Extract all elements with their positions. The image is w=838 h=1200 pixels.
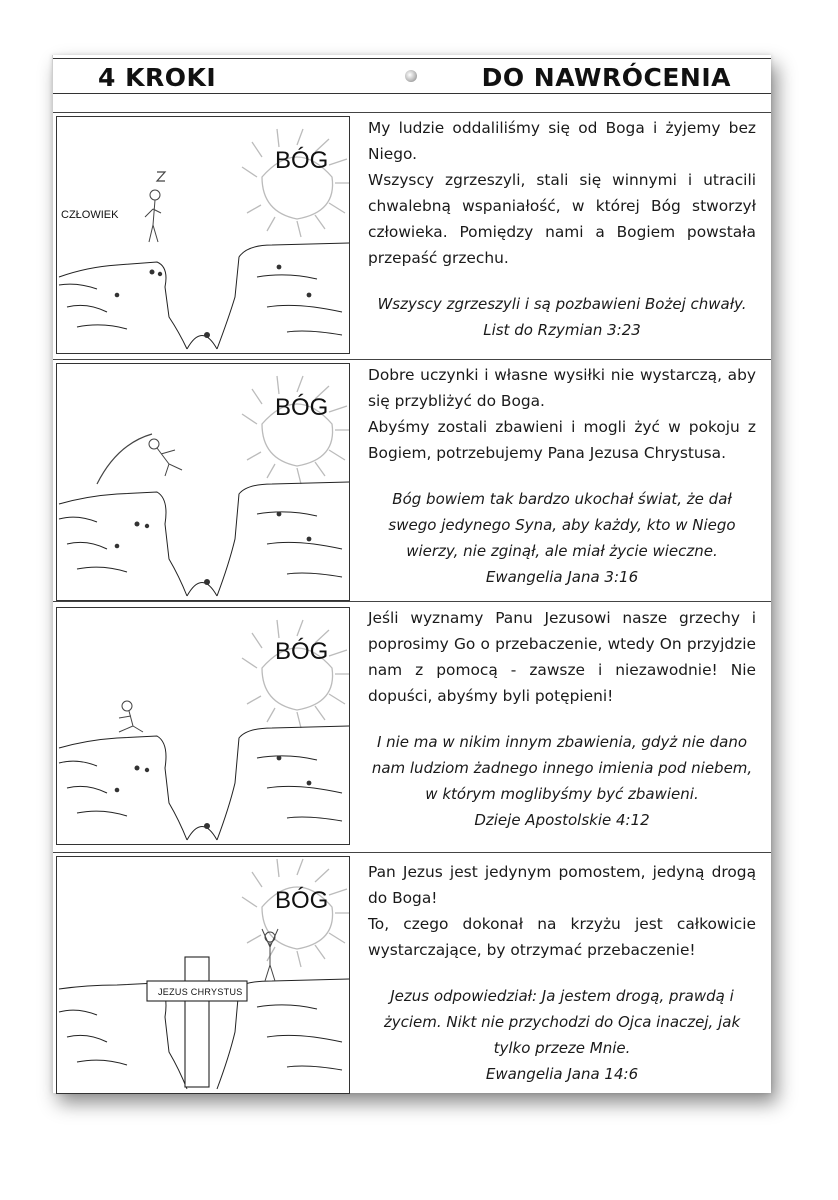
god-label: BÓG (275, 887, 329, 914)
plants (115, 265, 312, 338)
step-4-text (368, 859, 756, 1087)
worksheet-page (52, 55, 771, 1093)
plants (115, 756, 312, 829)
cliffs (59, 243, 349, 349)
step-4-reference: Ewangelia Jana 14:6 (485, 1065, 639, 1083)
cross-label: JEZUS CHRYSTUS (158, 987, 243, 997)
step-4-quote: Jezus odpowiedział: Ja jestem drogą, prawdą i życiem. Nikt nie przychodzi do Ojca inaczej, jak tylko przeze Mnie. (383, 987, 741, 1057)
step-row-1 (53, 112, 771, 113)
sun-rays-icon (242, 129, 349, 237)
god-label: BÓG (275, 394, 329, 421)
step-3-text (368, 605, 756, 833)
step-2-reference: Ewangelia Jana 3:16 (485, 568, 639, 586)
god-label: BÓG (275, 638, 329, 665)
step-4-line-1: Pan Jezus jest jedynym pomostem, jedyną drogą do Boga! (368, 863, 756, 907)
person-icon (145, 172, 165, 242)
cross-icon (147, 957, 247, 1087)
step-3-quote: I nie ma w nikim innym zbawienia, gdyż nie dano nam ludziom żadnego innego imienia pod niebem, w którym moglibyśmy być zbawieni. (371, 733, 753, 803)
jumping-person-icon (97, 434, 182, 484)
cliffs (59, 726, 349, 840)
step-1-illustration (56, 116, 350, 354)
step-2-line-2: Abyśmy zostali zbawieni i mogli żyć w pokoju z Bogiem, potrzebujemy Pana Jezusa Chrystusa. (368, 418, 756, 462)
step-row-3 (53, 601, 771, 602)
step-2-text (368, 362, 756, 590)
title-left: 4 KROKI (98, 63, 217, 92)
punch-hole-icon (405, 70, 417, 82)
step-3-line-1: Jeśli wyznamy Panu Jezusowi nasze grzechy i poprosimy Go o przebaczenie, wtedy On przyjdzie nam z pomocą - zawsze i niezawodnie! Nie dopuści, abyśmy byli potępieni! (368, 609, 756, 705)
step-row-2 (53, 359, 771, 360)
step-3-illustration (56, 607, 350, 845)
kneeling-person-icon (119, 701, 143, 732)
step-1-text (368, 115, 756, 343)
sun-rays-icon (242, 376, 349, 484)
step-1-quote: Wszyscy zgrzeszyli i są pozbawieni Bożej chwały. (377, 295, 747, 313)
god-label: BÓG (275, 147, 329, 174)
step-2-illustration (56, 363, 350, 601)
step-1-line-1: My ludzie oddaliliśmy się od Boga i żyjemy bez Niego. (368, 119, 756, 163)
sun-rays-icon (242, 620, 349, 728)
step-3-reference: Dzieje Apostolskie 4:12 (474, 811, 650, 829)
step-1-line-2: Wszyscy zgrzeszyli, stali się winnymi i utracili chwalebną wspaniałość, w której Bóg stworzył człowieka. Pomiędzy nami a Bogiem powstała przepaść grzechu. (368, 171, 756, 267)
title-right: DO NAWRÓCENIA (481, 63, 731, 92)
step-4-line-2: To, czego dokonał na krzyżu jest całkowicie wystarczające, by otrzymać przebaczenie! (368, 915, 756, 959)
step-4-illustration (56, 856, 350, 1094)
cliffs (59, 482, 349, 596)
plants (115, 512, 312, 585)
praising-person-icon (262, 929, 278, 981)
step-1-reference: List do Rzymian 3:23 (483, 321, 641, 339)
title-bar (53, 58, 771, 94)
step-row-4 (53, 852, 771, 853)
man-label: CZŁOWIEK (61, 209, 119, 221)
step-2-line-1: Dobre uczynki i własne wysiłki nie wystarczą, aby się przybliżyć do Boga. (368, 366, 756, 410)
step-2-quote: Bóg bowiem tak bardzo ukochał świat, że dał swego jedynego Syna, aby każdy, kto w Niego wierzy, nie zginął, ale miał życie wieczne. (388, 490, 736, 560)
